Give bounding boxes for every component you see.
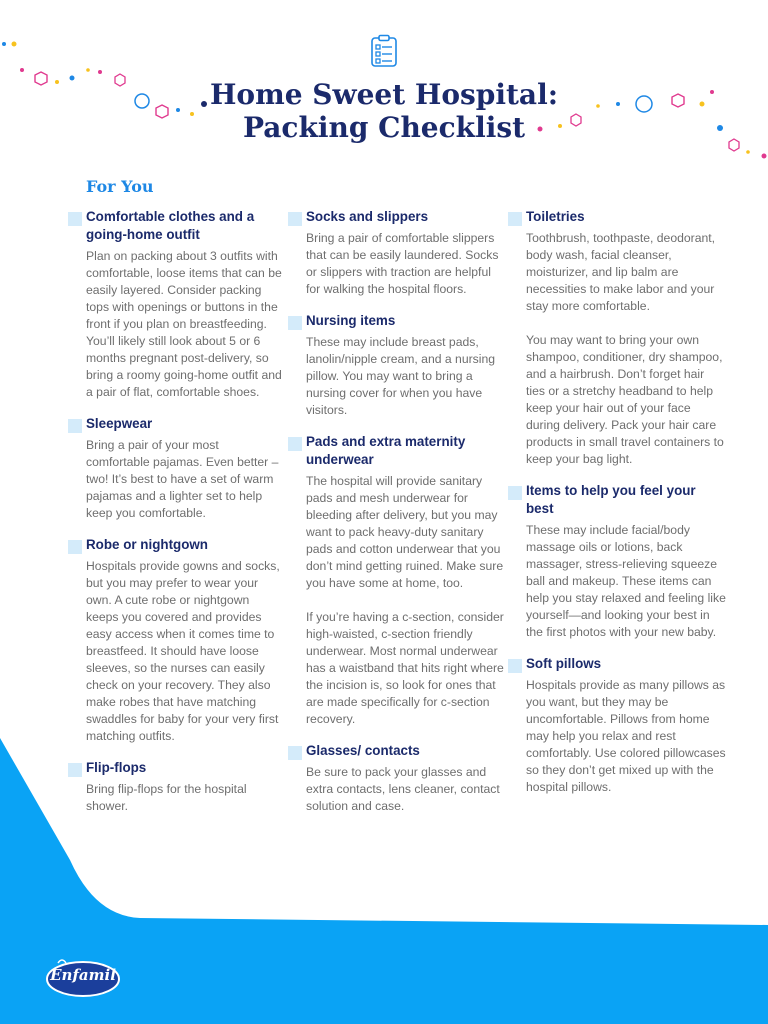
page-title: [120, 78, 648, 144]
item-description: Toothbrush, toothpaste, deodorant, body wash, facial cleanser, moisturizer, and lip balm are necessities to make labor and your stay more comfortable.: [526, 231, 716, 313]
item-description: Hospitals provide gowns and socks, but you may prefer to wear your own. A cute robe or nightgown keeps you covered and provides easy access when it comes time to breastfeed. It should have loose sleeves, so the nurses can easily check on your recovery. They also make robes that have matching swaddles for baby for your very first matching outfits.: [86, 559, 280, 743]
section-title: For You: [86, 177, 154, 196]
item-description-2: You may want to bring your own shampoo, conditioner, dry shampoo, and a hairbrush. Don’t forget hair ties or a stretchy headband to help keep your hair out of your face during delivery. Pack your hair care products in small travel containers to keep your bag light.: [526, 333, 724, 466]
checklist-item-flip-flops: [68, 759, 284, 815]
item-description: Be sure to pack your glasses and extra contacts, lens cleaner, contact solution and case.: [306, 765, 500, 813]
checklist-item-glasses: [288, 742, 506, 815]
checkbox[interactable]: [288, 437, 302, 451]
page-title-line2: Packing Checklist: [242, 111, 526, 144]
checklist-item-sleepwear: [68, 415, 284, 522]
checkbox[interactable]: [68, 763, 82, 777]
item-heading: Glasses/ contacts: [306, 743, 420, 758]
checkbox[interactable]: [288, 212, 302, 226]
checkbox[interactable]: [288, 746, 302, 760]
item-description: Bring a pair of comfortable slippers that can be easily laundered. Socks or slippers with traction are helpful for walking the hospital floors.: [306, 231, 499, 296]
column-2: [288, 208, 506, 815]
item-heading: Soft pillows: [526, 656, 602, 671]
column-1: [68, 208, 284, 815]
page-title-line1: Home Sweet Hospital:: [209, 78, 559, 111]
item-heading: Items to help you feel your best: [526, 483, 696, 516]
checklist-item-clothes: [68, 208, 284, 401]
checkbox[interactable]: [68, 419, 82, 433]
column-3: [508, 208, 726, 796]
item-heading: Flip-flops: [86, 760, 147, 775]
checklist-item-pads: [288, 433, 506, 728]
item-heading: Pads and extra maternity underwear: [306, 434, 466, 467]
checklist-item-robe: [68, 536, 284, 745]
checklist-item-feel-best: [508, 482, 726, 641]
clipboard-checklist-icon: [368, 34, 400, 68]
item-description: Bring a pair of your most comfortable pajamas. Even better – two! It’s best to have a set of warm pajamas and a lighter set to help keep you comfortable.: [86, 438, 279, 520]
item-heading: Robe or nightgown: [86, 537, 208, 552]
item-description: The hospital will provide sanitary pads and mesh underwear for bleeding after delivery, but you may want to pack heavy-duty sanitary pads and cotton underwear that you don’t mind getting ruined. Make sure you have some at home, too.: [306, 474, 504, 590]
checkbox[interactable]: [68, 540, 82, 554]
item-heading: Socks and slippers: [306, 209, 429, 224]
checklist-item-socks: [288, 208, 506, 298]
item-description: These may include facial/body massage oils or lotions, back massager, stress-relieving squeeze ball and makeup. These items can help you stay relaxed and feeling like yourself—and looking your best in the first photos with your new baby.: [526, 523, 726, 639]
checkbox[interactable]: [508, 486, 522, 500]
item-description-2: If you’re having a c-section, consider high-waisted, c-section friendly underwear. Most normal underwear has a waistband that hits right where the incision is, so look for ones that are made specifically for c-section recovery.: [306, 610, 504, 726]
item-description: Bring flip-flops for the hospital shower.: [86, 782, 247, 813]
checklist-item-pillows: [508, 655, 726, 796]
item-heading: Toiletries: [526, 209, 585, 224]
checklist-item-nursing: [288, 312, 506, 419]
checkbox[interactable]: [508, 212, 522, 226]
checklist-item-toiletries: [508, 208, 726, 468]
logo-text: Enfamil: [50, 966, 116, 984]
item-description: These may include breast pads, lanolin/nipple cream, and a nursing pillow. You may want to bring a nursing cover for when you have visitors.: [306, 335, 496, 417]
item-heading: Nursing items: [306, 313, 396, 328]
item-description: Plan on packing about 3 outfits with comfortable, loose items that can be easily layered. Consider packing tops with openings or buttons in the front if you plan on breastfeeding. You’ll likely still look about 5 or 6 months pregnant post-delivery, so bring a roomy going-home outfit and a pair of flat, comfortable shoes.: [86, 249, 282, 399]
item-heading: Sleepwear: [86, 416, 153, 431]
checkbox[interactable]: [288, 316, 302, 330]
item-description: Hospitals provide as many pillows as you want, but they may be uncomfortable. Pillows from home may help you relax and rest comfortably. Use colored pillowcases so they don’t get mixed up with the hospital pillows.: [526, 678, 726, 794]
item-heading: Comfortable clothes and a going-home outfit: [86, 209, 255, 242]
checkbox[interactable]: [68, 212, 82, 226]
checkbox[interactable]: [508, 659, 522, 673]
